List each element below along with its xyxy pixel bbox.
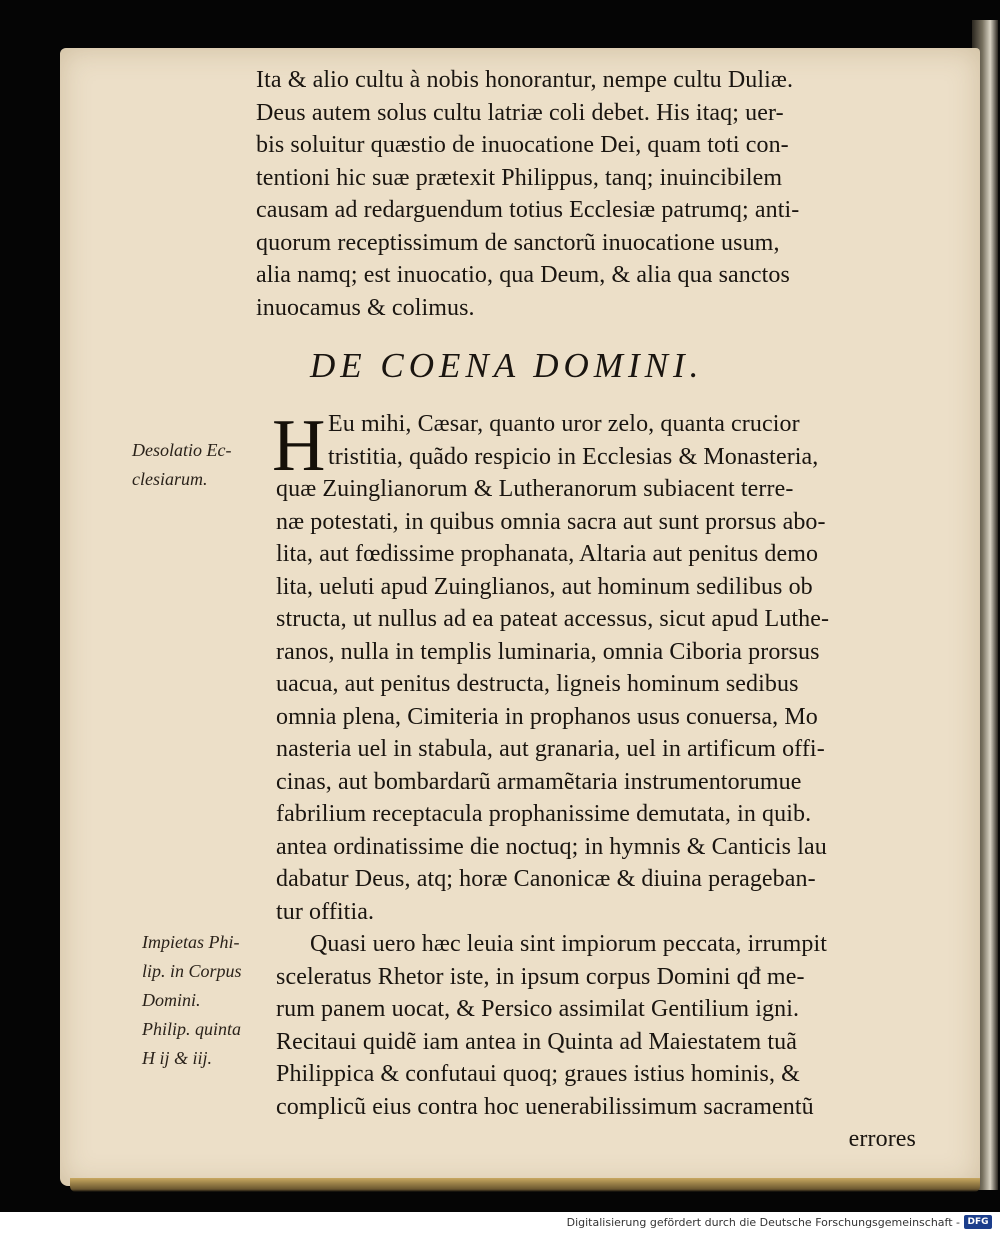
funding-credit: Digitalisierung gefördert durch die Deutsche Forschungsgemeinschaft - [566, 1216, 960, 1229]
text-line: causam ad redarguendum totius Ecclesiæ patrumq; anti- [256, 197, 800, 223]
top-paragraph [256, 64, 906, 324]
margin-note-line: clesiarum. [132, 469, 208, 489]
text-line: Ita & alio cultu à nobis honorantur, nempe cultu Duliæ. [256, 67, 794, 93]
margin-note-line: Domini. [142, 990, 201, 1010]
page-bottom-edge [70, 1178, 980, 1192]
margin-note-line: Desolatio Ec- [132, 440, 232, 460]
text-line: quorum receptissimum de sanctorũ inuocatione usum, [256, 229, 780, 256]
text-line: uacua, aut penitus destructa, ligneis hominum sedibus [276, 671, 799, 697]
text-line: complicũ eius contra hoc uenerabilissimum sacramentũ [276, 1093, 814, 1120]
text-line: tristitia, quãdo respicio in Ecclesias & Monasteria, [328, 443, 819, 470]
text-line: sceleratus Rhetor iste, in ipsum corpus Domini qđ me- [276, 963, 805, 990]
catchword: errores [848, 1126, 916, 1152]
text-line: tentioni hic suæ prætexit Philippus, tanq; inuincibilem [256, 164, 783, 191]
text-line: tur offitia. [276, 898, 375, 925]
text-line: alia namq; est inuocatio, qua Deum, & alia qua sanctos [256, 262, 790, 288]
text-line: Philippica & confutaui quoq; graues istius hominis, & [276, 1061, 800, 1087]
text-line: quæ Zuinglianorum & Lutheranorum subiacent terre- [276, 476, 794, 502]
text-line: dabatur Deus, atq; horæ Canonicæ & diuina perageban- [276, 866, 816, 892]
section-heading: DE COENA DOMINI. [310, 346, 704, 385]
text-line: Quasi uero hæc leuia sint impiorum peccata, irrumpit [310, 931, 828, 957]
text-line: Recitaui quidẽ iam antea in Quinta ad Maiestatem tuã [276, 1028, 798, 1055]
text-line: nasteria uel in stabula, aut granaria, uel in artificum offi- [276, 736, 825, 762]
margin-note-line: lip. in Corpus [142, 961, 242, 981]
text-line: ranos, nulla in templis luminaria, omnia Ciboria prorsus [276, 638, 820, 665]
text-line: lita, ueluti apud Zuinglianos, aut hominum sedilibus ob [276, 573, 813, 600]
text-line: lita, aut fœdissime prophanata, Altaria aut penitus demo [276, 541, 819, 567]
text-line: structa, ut nullus ad ea pateat accessus, sicut apud Luthe- [276, 606, 830, 632]
text-line: næ potestati, in quibus omnia sacra aut sunt prorsus abo- [276, 508, 826, 535]
text-line: Deus autem solus cultu latriæ coli debet. His itaq; uer- [256, 99, 784, 126]
text-line: bis soluitur quæstio de inuocatione Dei, quam toti con- [256, 132, 789, 158]
margin-note-line: Impietas Phi- [142, 932, 240, 952]
text-line: rum panem uocat, & Persico assimilat Gentilium igni. [276, 996, 800, 1022]
footer-bar [0, 1212, 1000, 1233]
margin-note-desolatio [132, 436, 231, 494]
margin-note-impietas [142, 928, 242, 1073]
text-line: Eu mihi, Cæsar, quanto uror zelo, quanta crucior [328, 411, 800, 437]
text-line: antea ordinatissime die noctuq; in hymnis & Canticis lau [276, 833, 827, 860]
drop-cap: H [272, 405, 326, 487]
text-line: omnia plena, Cimiteria in prophanos usus conuersa, Mo [276, 703, 818, 730]
body-paragraph [276, 408, 916, 1156]
text-line: cinas, aut bombardarũ armamẽtaria instrumentorumue [276, 768, 802, 795]
text-line: fabrilium receptacula prophanissime demutata, in quib. [276, 801, 812, 827]
margin-note-line: H ij & iij. [142, 1048, 213, 1068]
dfg-logo[interactable]: DFG [964, 1215, 992, 1229]
text-line: inuocamus & colimus. [256, 294, 475, 321]
margin-note-line: Philip. quinta [142, 1019, 241, 1039]
